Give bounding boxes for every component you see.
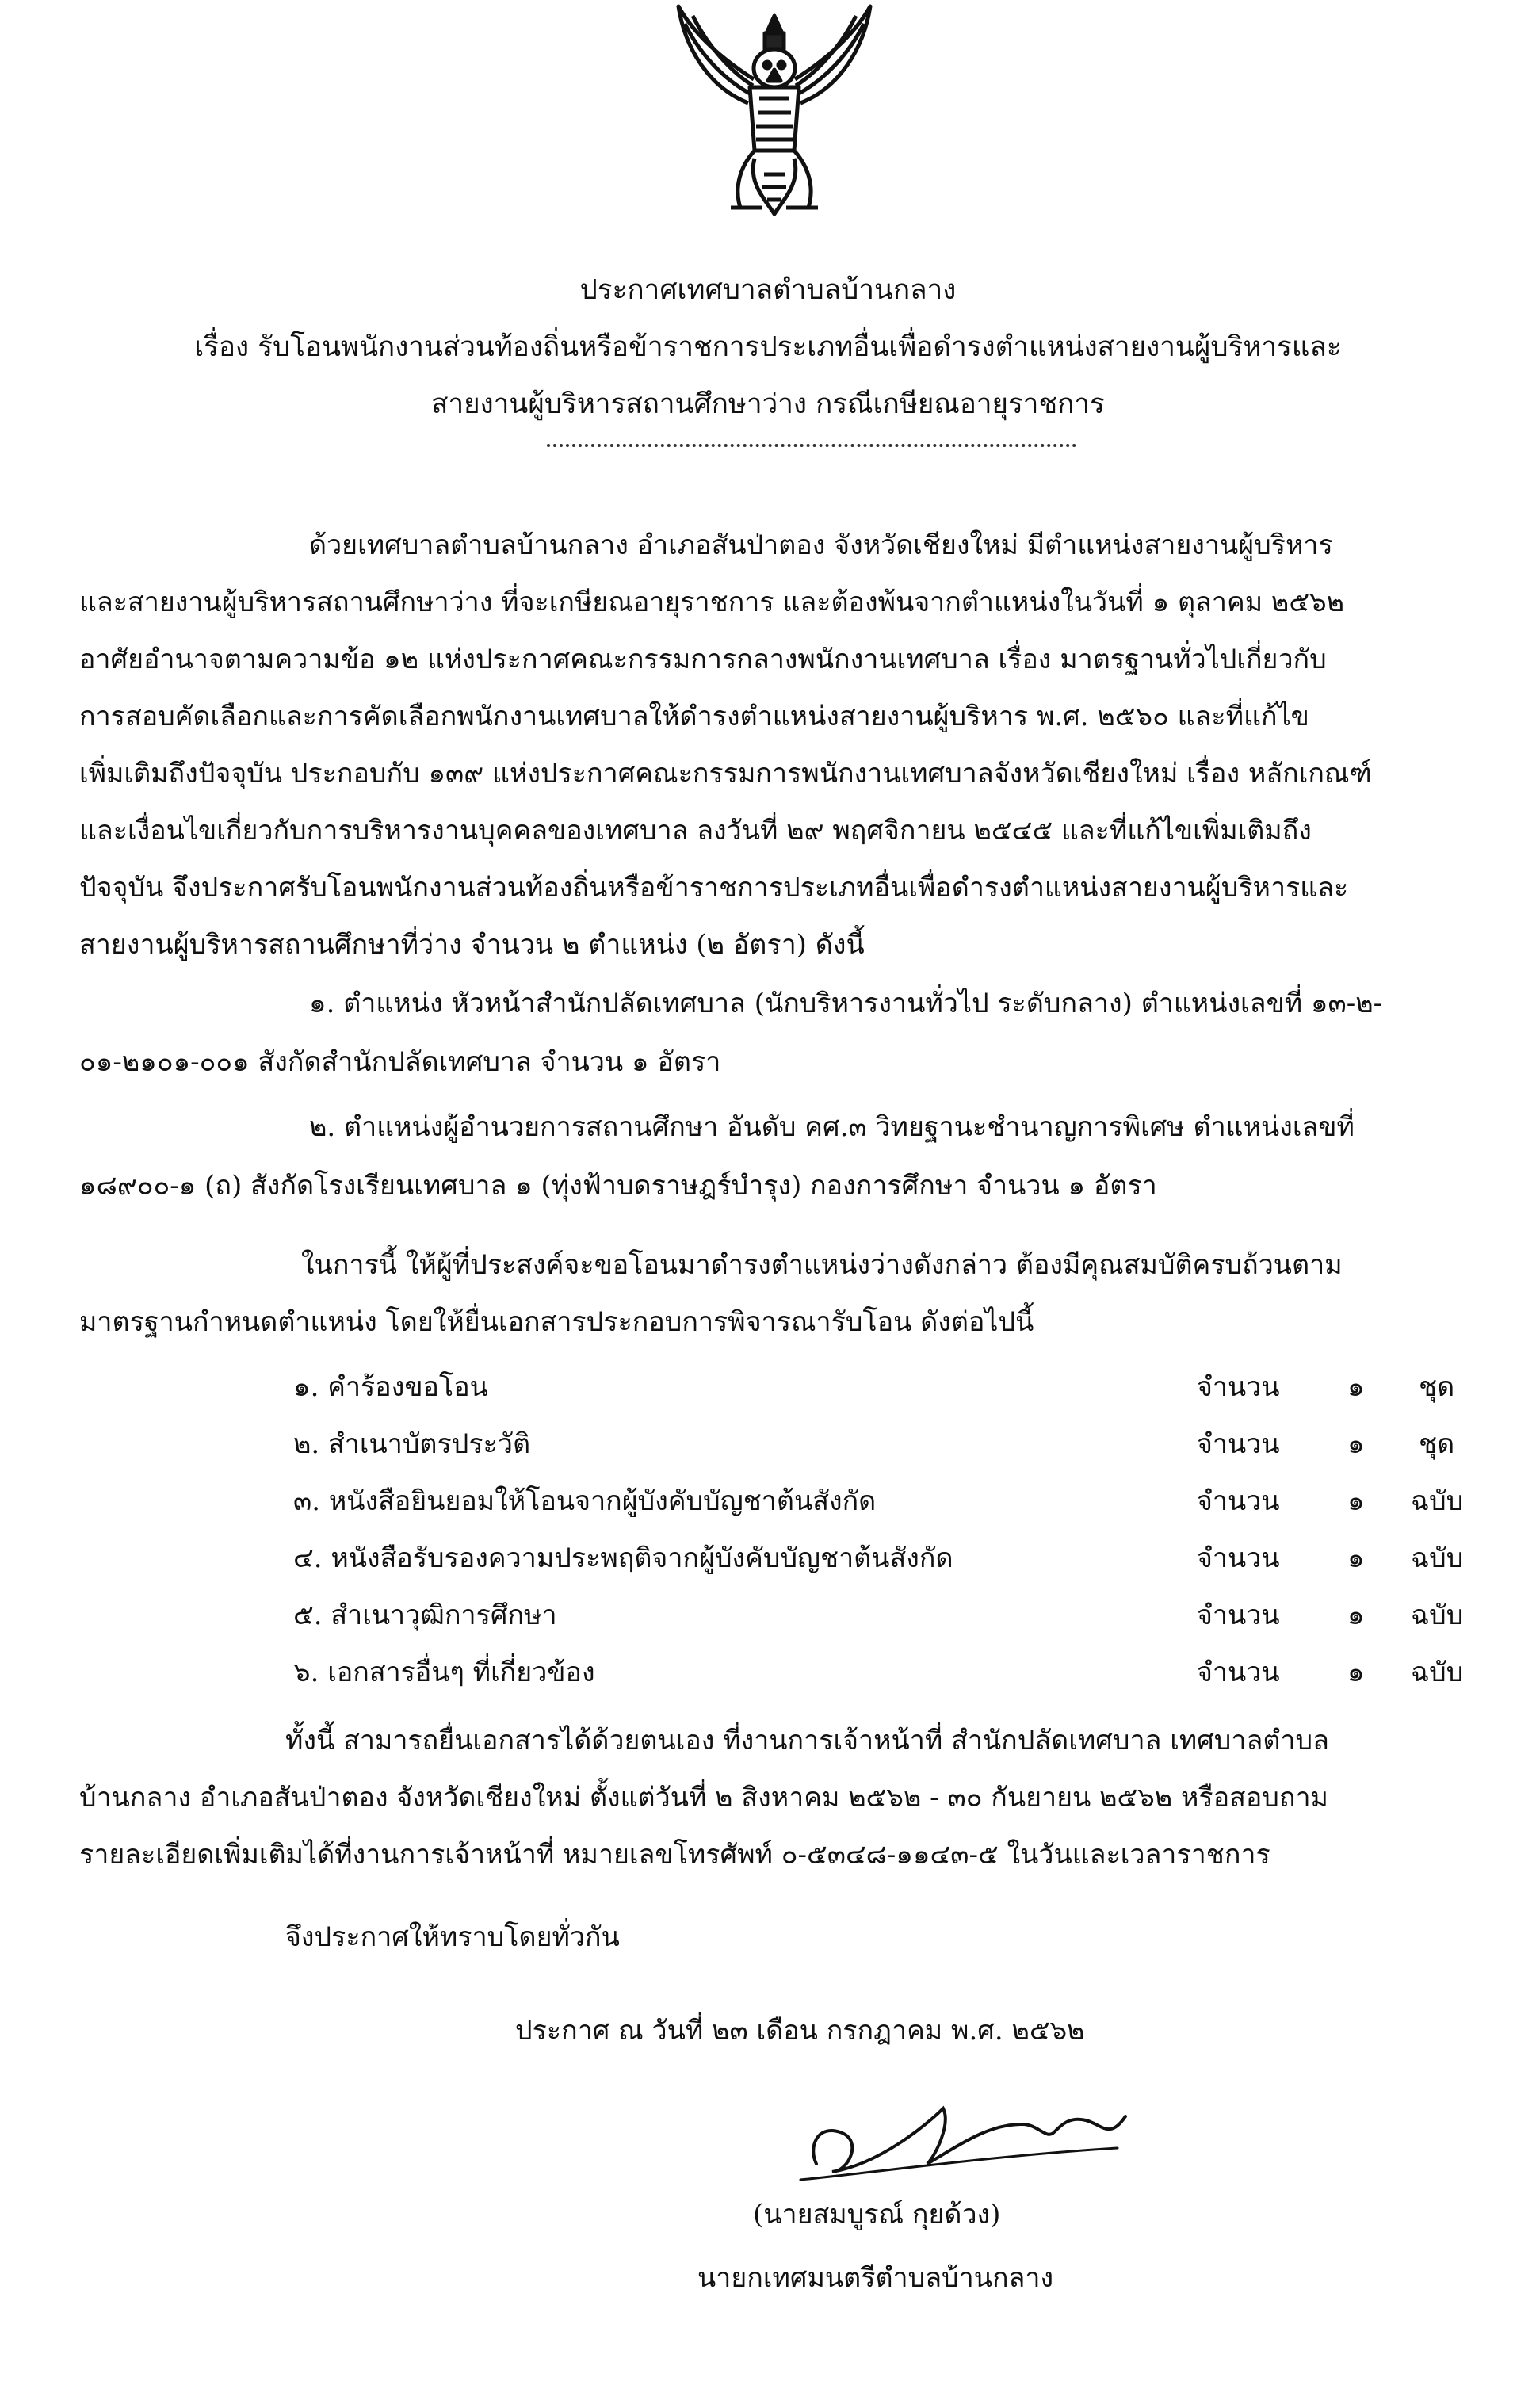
document-unit: จำนวน bbox=[1197, 1428, 1280, 1460]
document-kind: ฉบับ bbox=[1411, 1657, 1464, 1688]
document-kind: ฉบับ bbox=[1411, 1485, 1464, 1517]
para1-line: และสายงานผู้บริหารสถานศึกษาว่าง ที่จะเกษียณอายุราชการ และต้องพ้นจากตำแหน่งในวันที่ ๑ ตุลาคม ๒๕๖๒ bbox=[79, 587, 1345, 618]
closing-statement: จึงประกาศให้ทราบโดยทั่วกัน bbox=[285, 1921, 620, 1953]
para3-line: บ้านกลาง อำเภอสันป่าตอง จังหวัดเชียงใหม่ ตั้งแต่วันที่ ๒ สิงหาคม ๒๕๖๒ - ๓๐ กันยายน ๒๕๖๒ หรือสอบถาม bbox=[79, 1782, 1328, 1814]
announcement-subject-line1: เรื่อง รับโอนพนักงานส่วนท้องถิ่นหรือข้าราชการประเภทอื่นเพื่อดำรงตำแหน่งสายงานผู้บริหารและ bbox=[194, 331, 1342, 363]
document-kind: ชุด bbox=[1419, 1371, 1455, 1403]
position-2-line2: ๑๘๙๐๐-๑ (ถ) สังกัดโรงเรียนเทศบาล ๑ (ทุ่งฟ้าบดราษฎร์บำรุง) กองการศึกษา จำนวน ๑ อัตรา bbox=[79, 1170, 1157, 1202]
document-name: ๔. หนังสือรับรองความประพฤติจากผู้บังคับบัญชาต้นสังกัด bbox=[293, 1542, 953, 1574]
announcement-subject-line2: สายงานผู้บริหารสถานศึกษาว่าง กรณีเกษียณอายุราชการ bbox=[431, 388, 1105, 420]
document-qty: ๑ bbox=[1347, 1428, 1365, 1460]
document-name: ๓. หนังสือยินยอมให้โอนจากผู้บังคับบัญชาต้นสังกัด bbox=[293, 1485, 877, 1517]
document-unit: จำนวน bbox=[1197, 1371, 1280, 1403]
garuda-emblem bbox=[661, 0, 888, 227]
position-1-line1: ๑. ตำแหน่ง หัวหน้าสำนักปลัดเทศบาล (นักบริหารงานทั่วไป ระดับกลาง) ตำแหน่งเลขที่ ๑๓-๒- bbox=[309, 988, 1383, 1019]
document-name: ๖. เอกสารอื่นๆ ที่เกี่ยวข้อง bbox=[293, 1657, 595, 1688]
document-unit: จำนวน bbox=[1197, 1542, 1280, 1574]
announcement-date: ประกาศ ณ วันที่ ๒๓ เดือน กรกฎาคม พ.ศ. ๒๕๖๒ bbox=[515, 2015, 1085, 2047]
document-kind: ฉบับ bbox=[1411, 1542, 1464, 1574]
document-unit: จำนวน bbox=[1197, 1600, 1280, 1631]
para1-line: ด้วยเทศบาลตำบลบ้านกลาง อำเภอสันป่าตอง จังหวัดเชียงใหม่ มีตำแหน่งสายงานผู้บริหาร bbox=[309, 529, 1333, 561]
document-qty: ๑ bbox=[1347, 1371, 1365, 1403]
position-2-line1: ๒. ตำแหน่งผู้อำนวยการสถานศึกษา อันดับ คศ.๓ วิทยฐานะชำนาญการพิเศษ ตำแหน่งเลขที่ bbox=[309, 1111, 1355, 1143]
para1-line: สายงานผู้บริหารสถานศึกษาที่ว่าง จำนวน ๒ ตำแหน่ง (๒ อัตรา) ดังนี้ bbox=[79, 929, 865, 961]
signature bbox=[785, 2077, 1157, 2204]
document-qty: ๑ bbox=[1347, 1600, 1365, 1631]
position-1-line2: ๐๑-๒๑๐๑-๐๐๑ สังกัดสำนักปลัดเทศบาล จำนวน ๑ อัตรา bbox=[79, 1046, 721, 1078]
para3-line: รายละเอียดเพิ่มเติมได้ที่งานการเจ้าหน้าที่ หมายเลขโทรศัพท์ ๐-๕๓๔๘-๑๑๔๓-๕ ในวันและเวลาราชการ bbox=[79, 1839, 1270, 1871]
para1-line: เพิ่มเติมถึงปัจจุบัน ประกอบกับ ๑๓๙ แห่งประกาศคณะกรรมการพนักงานเทศบาลจังหวัดเชียงใหม่ เรื่อง หลักเกณฑ์ bbox=[79, 758, 1372, 789]
document-kind: ชุด bbox=[1419, 1428, 1455, 1460]
document-kind: ฉบับ bbox=[1411, 1600, 1464, 1631]
document-unit: จำนวน bbox=[1197, 1657, 1280, 1688]
announcement-org: ประกาศเทศบาลตำบลบ้านกลาง bbox=[579, 274, 957, 306]
document-qty: ๑ bbox=[1347, 1657, 1365, 1688]
document-unit: จำนวน bbox=[1197, 1485, 1280, 1517]
para1-line: อาศัยอำนาจตามความข้อ ๑๒ แห่งประกาศคณะกรรมการกลางพนักงานเทศบาล เรื่อง มาตรฐานทั่วไปเกี่ยวกับ bbox=[79, 644, 1327, 675]
heading-divider bbox=[547, 444, 1076, 447]
para2-line: ในการนี้ ให้ผู้ที่ประสงค์จะขอโอนมาดำรงตำแหน่งว่างดังกล่าว ต้องมีคุณสมบัติครบถ้วนตาม bbox=[301, 1249, 1343, 1281]
signer-name: (นายสมบูรณ์ กุยด้วง) bbox=[753, 2199, 1001, 2230]
document-name: ๑. คำร้องขอโอน bbox=[293, 1371, 488, 1403]
para1-line: และเงื่อนไขเกี่ยวกับการบริหารงานบุคคลของเทศบาล ลงวันที่ ๒๙ พฤศจิกายน ๒๕๔๕ และที่แก้ไขเพิ่มเติมถึง bbox=[79, 815, 1312, 847]
signer-title: นายกเทศมนตรีตำบลบ้านกลาง bbox=[697, 2262, 1054, 2294]
document-qty: ๑ bbox=[1347, 1485, 1365, 1517]
para1-line: ปัจจุบัน จึงประกาศรับโอนพนักงานส่วนท้องถิ่นหรือข้าราชการประเภทอื่นเพื่อดำรงตำแหน่งสายงานผู้บริหารและ bbox=[79, 872, 1349, 904]
document-name: ๒. สำเนาบัตรประวัติ bbox=[293, 1428, 531, 1460]
document-name: ๕. สำเนาวุฒิการศึกษา bbox=[293, 1600, 557, 1631]
para2-line: มาตรฐานกำหนดตำแหน่ง โดยให้ยื่นเอกสารประกอบการพิจารณารับโอน ดังต่อไปนี้ bbox=[79, 1306, 1034, 1338]
document-qty: ๑ bbox=[1347, 1542, 1365, 1574]
para1-line: การสอบคัดเลือกและการคัดเลือกพนักงานเทศบาลให้ดำรงตำแหน่งสายงานผู้บริหาร พ.ศ. ๒๕๖๐ และที่แก้ไข bbox=[79, 701, 1309, 732]
para3-line: ทั้งนี้ สามารถยื่นเอกสารได้ด้วยตนเอง ที่งานการเจ้าหน้าที่ สำนักปลัดเทศบาล เทศบาลตำบล bbox=[285, 1725, 1329, 1756]
